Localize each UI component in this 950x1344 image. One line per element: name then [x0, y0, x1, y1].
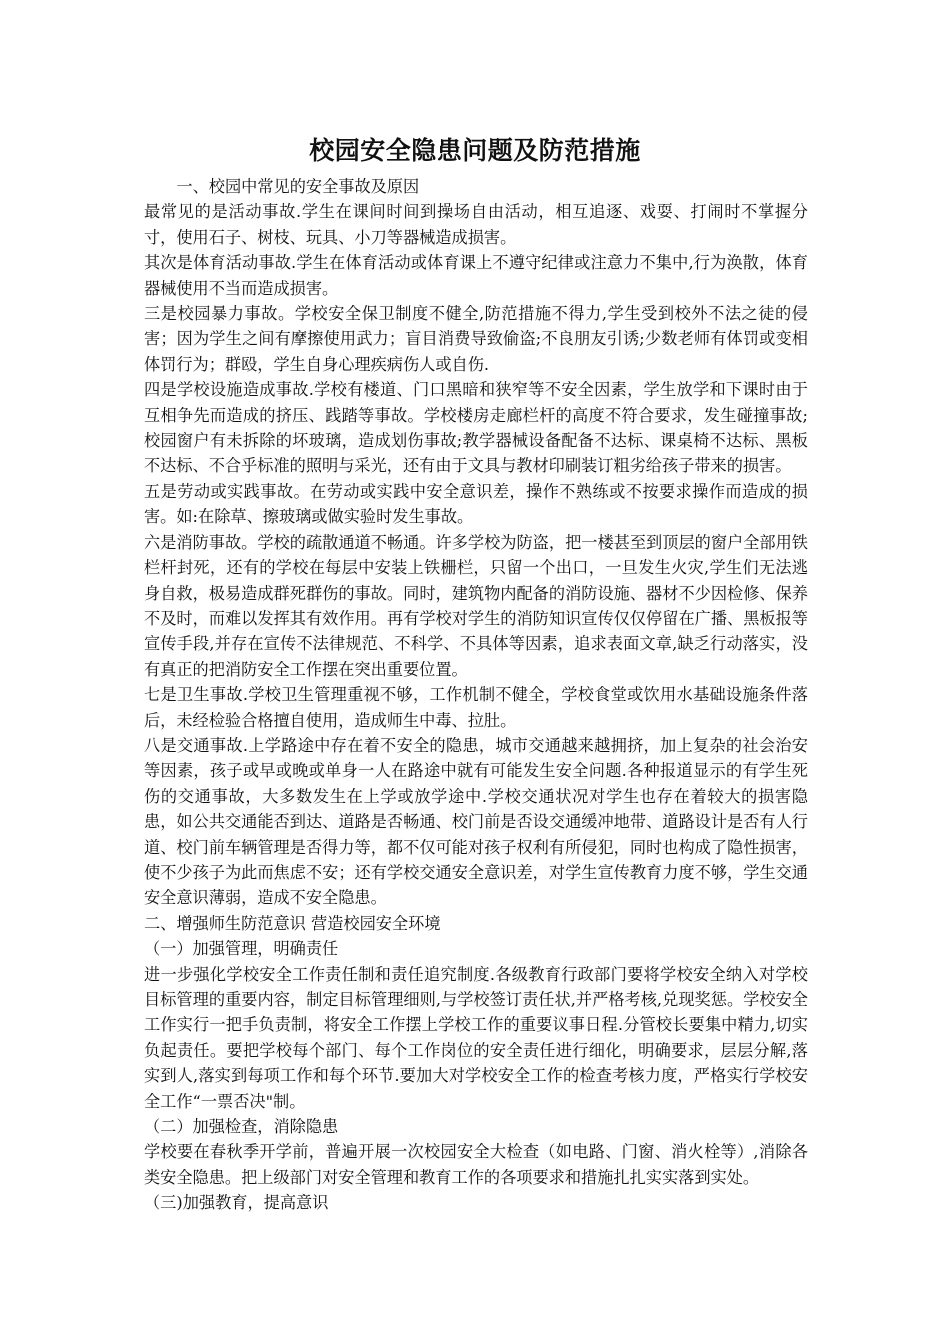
paragraph-inspection: 学校要在春秋季开学前，普遍开展一次校园安全大检查（如电路、门窗、消火栓等）,消除各类安全隐患。把上级部门对安全管理和教育工作的各项要求和措施扎扎实实落到实处。 [144, 1142, 808, 1187]
section-heading-2: 二、增强师生防范意识 营造校园安全环境 [144, 913, 441, 933]
subsection-heading-3: （三)加强教育，提高意识 [144, 1193, 329, 1213]
paragraph-activity-accidents: 最常见的是活动事故.学生在课间时间到操场自由活动，相互追逐、戏耍、打闹时不掌握分寸，使用石子、树枝、玩具、小刀等器械造成损害。 [144, 202, 808, 247]
paragraph-management: 进一步强化学校安全工作责任制和责任追究制度.各级教育行政部门要将学校安全纳入对学校目标管理的重要内容，制定目标管理细则,与学校签订责任状,并严格考核,兑现奖惩。学校安全工作实行一把手负责制，将安全工作摆上学校工作的重要议事日程.分管校长要集中精力,切实负起责任。要把学校每个部门、每个工作岗位的安全责任进行细化，明确要求，层层分解,落实到人,落实到每项工作和每个环节.要加大对学校安全工作的检查考核力度，严格实行学校安全工作“一票否决"制。 [144, 964, 808, 1111]
paragraph-facility-accidents: 四是学校设施造成事故.学校有楼道、门口黑暗和狭窄等不安全因素，学生放学和下课时由于互相争先而造成的挤压、践踏等事故。学校楼房走廊栏杆的高度不符合要求，发生碰撞事故;校园窗户有未拆除的坏玻璃，造成划伤事故;教学器械设备配备不达标、课桌椅不达标、黑板不达标、不合乎标准的照明与采光，还有由于文具与教材印刷装订粗劣给孩子带来的损害。 [144, 380, 808, 476]
paragraph-labor-accidents: 五是劳动或实践事故。在劳动或实践中安全意识差，操作不熟练或不按要求操作而造成的损害。如:在除草、擦玻璃或做实验时发生事故。 [144, 481, 808, 527]
paragraph-sports-accidents: 其次是体育活动事故.学生在体育活动或体育课上不遵守纪律或注意力不集中,行为涣散，体育器械使用不当而造成损害。 [144, 253, 808, 298]
document-title: 校园安全隐患问题及防范措施 [309, 136, 641, 165]
subsection-heading-1: （一）加强管理，明确责任 [144, 939, 339, 959]
section-heading-1: 一、校园中常见的安全事故及原因 [176, 177, 420, 196]
paragraph-traffic-accidents: 八是交通事故.上学路途中存在着不安全的隐患，城市交通越来越拥挤，加上复杂的社会治安等因素，孩子或早或晚或单身一人在路途中就有可能发生安全问题.各种报道显示的有学生死伤的交通事故，大多数发生在上学或放学途中.学校交通状况对学生也存在着较大的损害隐患，如公共交通能否到达、道路是否畅通、校门前是否设交通缓冲地带、道路设计是否有人行道、校门前车辆管理是否得力等，都不仅可能对孩子权利有所侵犯，同时也构成了隐性损害，使不少孩子为此而焦虑不安；还有学校交通安全意识差，对学生宣传教育力度不够，学生交通安全意识薄弱，造成不安全隐患。 [144, 735, 808, 908]
document-body [144, 174, 808, 1216]
paragraph-campus-violence: 三是校园暴力事故。学校安全保卫制度不健全,防范措施不得力,学生受到校外不法之徒的侵害；因为学生之间有摩擦使用武力；盲目消费导致偷盗;不良朋友引诱;少数老师有体罚或变相体罚行为；群殴，学生自身心理疾病伤人或自伤. [144, 304, 808, 374]
paragraph-hygiene-accidents: 七是卫生事故.学校卫生管理重视不够，工作机制不健全，学校食堂或饮用水基础设施条件落后，未经检验合格擅自使用，造成师生中毒、拉肚。 [144, 685, 808, 730]
subsection-heading-2: （二）加强检查，消除隐患 [144, 1117, 339, 1137]
paragraph-fire-accidents: 六是消防事故。学校的疏散通道不畅通。许多学校为防盗，把一楼甚至到顶层的窗户全部用铁栏杆封死，还有的学校在每层中安装上铁栅栏，只留一个出口，一旦发生火灾,学生们无法逃身自救，极易造成群死群伤的事故。同时，建筑物内配备的消防设施、器材不少因检修、保养不及时，而难以发挥其有效作用。再有学校对学生的消防知识宣传仅仅停留在广播、黑板报等宣传手段,并存在宣传不法律规范、不科学、不具体等因素，追求表面文章,缺乏行动落实，没有真正的把消防安全工作摆在突出重要位置。 [144, 532, 808, 679]
